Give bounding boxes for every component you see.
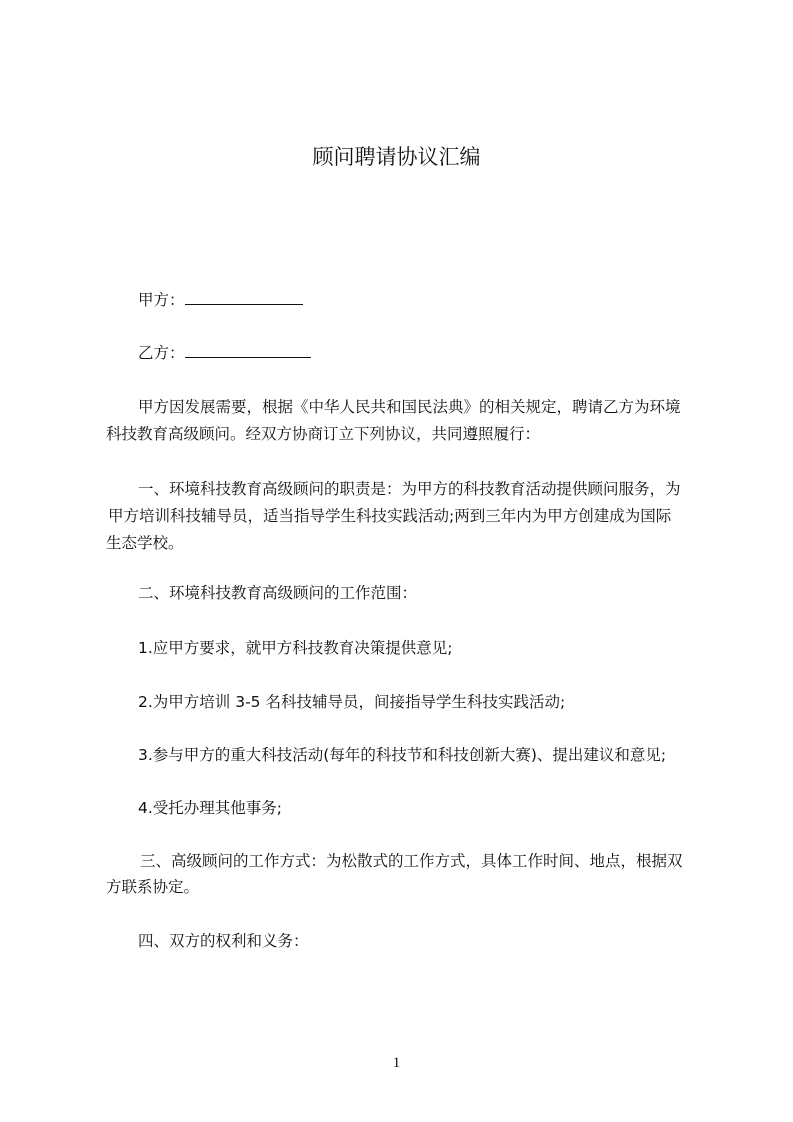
section3-line: 三、高级顾问的工作方式：为松散式的工作方式，具体工作时间、地点，根据双: [140, 852, 683, 870]
party-a-label: 甲方：: [138, 291, 185, 309]
document-title: 顾问聘请协议汇编: [312, 145, 481, 169]
section1-line: 甲方培训科技辅导员，适当指导学生科技实践活动;两到三年内为甲方创建成为国际: [108, 507, 672, 525]
party-a-blank: [185, 290, 303, 305]
party-b-line: [138, 343, 311, 363]
party-b-label: 乙方：: [138, 344, 185, 362]
list-item: 3.参与甲方的重大科技活动(每年的科技节和科技创新大赛)、提出建议和意见;: [138, 746, 667, 764]
party-b-blank: [185, 343, 311, 358]
section3-line: 方联系协定。: [106, 878, 200, 896]
section2-heading: 二、环境科技教育高级顾问的工作范围：: [138, 584, 418, 602]
party-a-line: [138, 290, 303, 310]
intro-line: 科技教育高级顾问。经双方协商订立下列协议，共同遵照履行：: [106, 425, 541, 443]
section1-line: 生态学校。: [106, 534, 184, 552]
list-item: 4.受托办理其他事务;: [138, 799, 283, 817]
intro-line: 甲方因发展需要，根据《中华人民共和国民法典》的相关规定，聘请乙方为环境: [138, 398, 681, 416]
page-number: 1: [392, 1055, 401, 1071]
section4-heading: 四、双方的权利和义务：: [138, 932, 309, 950]
list-item: 2.为甲方培训 3-5 名科技辅导员，间接指导学生科技实践活动;: [138, 693, 566, 711]
list-item: 1.应甲方要求，就甲方科技教育决策提供意见;: [138, 639, 453, 657]
section1-line: 一、环境科技教育高级顾问的职责是：为甲方的科技教育活动提供顾问服务，为: [138, 480, 681, 498]
